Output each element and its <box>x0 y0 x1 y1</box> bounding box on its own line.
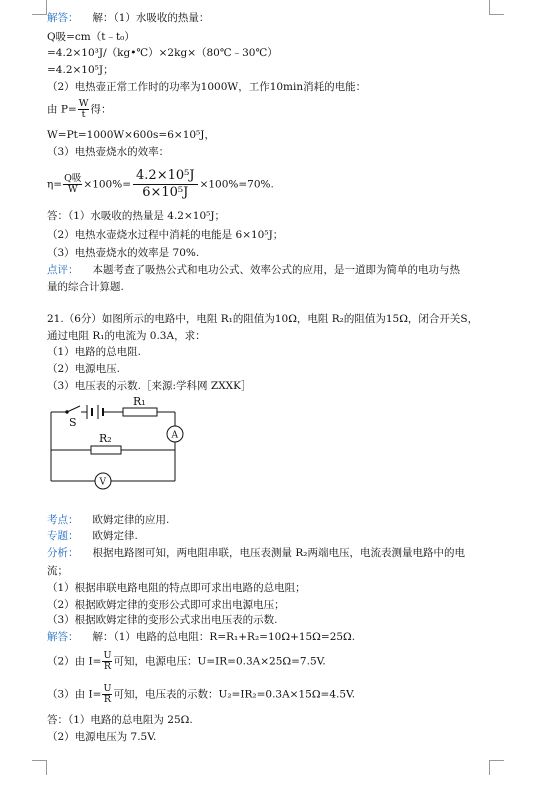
solution-part-2: （2）电热壶正常工作时的功率为1000W，工作10min消耗的电能： <box>47 81 367 93</box>
analysis-line: 分析： 根据电路图可知，两电阻串联，电压表测量 R₂两端电压，电流表测量电路中的电 <box>47 547 465 559</box>
topic-line: 专题： 欧姆定律. <box>47 530 138 542</box>
question-21-part-1: （1）电路的总电阻. <box>47 346 142 358</box>
key-point-line: 考点： 欧姆定律的应用. <box>47 514 170 526</box>
comment-line-2: 量的综合计算题. <box>47 281 124 293</box>
question-21-part-2: （2）电源电压. <box>47 363 121 375</box>
question-21: 21.（6分）如图所示的电路中，电阻 R₁的阻值为10Ω，电阻 R₂的阻值为15Ω，闭合开关S， <box>47 313 479 325</box>
label-ammeter: A <box>171 430 178 441</box>
formula-heat-values: =4.2×10³J/（kg•℃）×2kg×（80℃﹣30℃） <box>47 47 278 59</box>
analysis-label: 分析： <box>47 547 79 559</box>
answer-3: （3）电热壶烧水的效率是 70%. <box>47 247 200 259</box>
analysis-part-1: （1）根据串联电路电阻的特点即可求出电路的总电阻； <box>47 582 306 594</box>
solution-part-3: （3）电热壶烧水的效率： <box>47 146 170 158</box>
fraction-u-over-r-2: $\frac{U}{R}$ <box>103 683 112 705</box>
fraction-energy-values: $\frac{\text{4.2×10⁵J}}{\text{6×10⁵J}}$ <box>133 168 198 201</box>
switch-pivot <box>66 411 68 413</box>
fraction-q-over-w: $\frac{\text{Q吸}}{W}$ <box>64 173 82 195</box>
answer-1: 答：（1）水吸收的热量是 4.2×10⁵J； <box>47 210 226 222</box>
crop-mark-bottom-left <box>32 760 47 775</box>
key-point-label: 考点： <box>47 514 79 526</box>
answer-text: 解：（1）水吸收的热量： <box>92 12 210 24</box>
switch-blade <box>67 406 80 412</box>
solution-21-line: 解答： 解：（1）电路的总电阻：R=R₁+R₂=10Ω+15Ω=25Ω. <box>47 631 356 643</box>
crop-mark-bottom-right <box>489 760 504 775</box>
crop-mark-top-right <box>489 0 504 15</box>
solution-21-part-3: （3）由 I= $\frac{U}{R}$ 可知，电压表的示数：U₂=IR₂=0.3A×15Ω=4.5V. <box>47 683 356 705</box>
crop-mark-top-left <box>32 0 47 15</box>
question-21-line-2: 通过电阻 R₁的电流为 0.3A，求： <box>47 330 206 342</box>
solution-21-label: 解答： <box>47 631 79 643</box>
label-r2: R₂ <box>99 432 112 445</box>
analysis-part-2: （2）根据欧姆定律的变形公式即可求出电源电压； <box>47 599 285 611</box>
comment-label: 点评： <box>47 264 79 276</box>
label-voltmeter: V <box>99 477 106 488</box>
formula-efficiency: η= $\frac{\text{Q吸}}{W}$ ×100%= $\frac{\text{4.2×10⁵J}}{\text{6×10⁵J}}$ ×100%=70%. <box>47 168 274 200</box>
answer-label: 解答： <box>47 12 79 24</box>
question-21-part-3: （3）电压表的示数.［来源:学科网 ZXXK］ <box>47 380 252 392</box>
analysis-line-2: 流； <box>47 565 68 577</box>
solution-21-part-2: （2）由 I= $\frac{U}{R}$ 可知，电源电压：U=IR=0.3A×25Ω=7.5V. <box>47 650 326 672</box>
fraction-u-over-r: $\frac{U}{R}$ <box>103 650 112 672</box>
answer-2: （2）电热水壶烧水过程中消耗的电能是 6×10⁵J； <box>47 229 284 241</box>
topic-label: 专题： <box>47 530 79 542</box>
formula-power: 由 P= $\frac{W}{t}$ 得： <box>47 98 112 120</box>
label-switch: S <box>69 416 77 429</box>
comment-line: 点评： 本题考查了吸热公式和电功公式、效率公式的应用，是一道即为简单的电功与热 <box>47 264 460 276</box>
solution-line-1 <box>47 12 209 25</box>
answer-21-1: 答：（1）电路的总电阻为 25Ω. <box>47 714 193 726</box>
answer-21-2: （2）电源电压为 7.5V. <box>47 731 157 743</box>
formula-energy: W=Pt=1000W×600s=6×10⁵J， <box>47 129 215 141</box>
analysis-part-3: （3）根据欧姆定律的变形公式求出电压表的示数. <box>47 614 278 626</box>
circuit-diagram <box>47 395 197 499</box>
formula-heat-result: =4.2×10⁵J； <box>47 64 114 76</box>
label-r1: R₁ <box>133 395 146 408</box>
resistor-r1 <box>123 408 157 416</box>
formula-heat: Q吸=cm（t﹣t₀） <box>47 31 135 43</box>
resistor-r2 <box>91 446 121 454</box>
fraction-w-over-t: $\frac{W}{t}$ <box>78 98 89 120</box>
